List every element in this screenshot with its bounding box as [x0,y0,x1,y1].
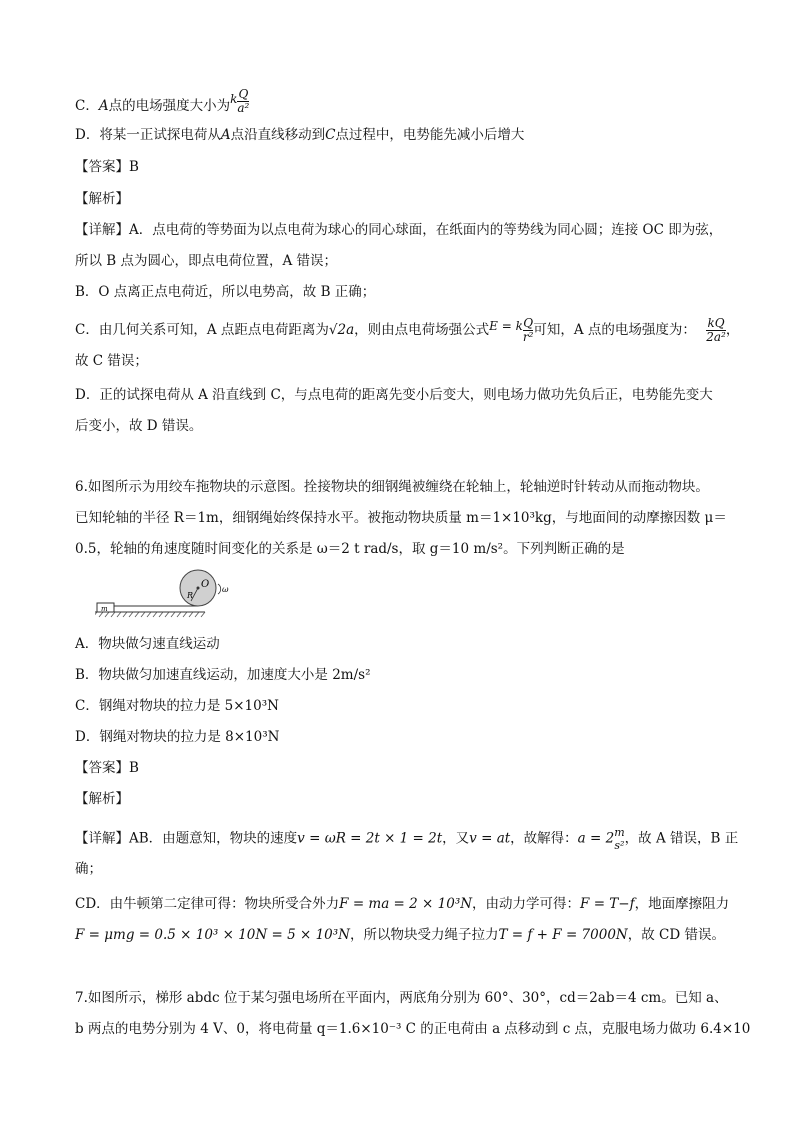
detail-1-line-7: 后变小，故 D 错误。 [75,418,203,434]
option-d: D．将某一正试探电荷从A点沿直线移动到C点过程中，电势能先减小后增大 [75,127,525,143]
answer-1: 【答案】B [75,159,139,175]
detail-1-line-4: C．由几何关系可知，A 点距点电荷距离为√2a，则由点电荷场强公式E = k $\frac{Q}{\text{r²}}$ 可知，A 点的电场强度为： $\frac{kQ}{\text{2a²}}$ ， [75,316,740,344]
detail-1-line-2: 所以 B 点为圆心，即点电荷位置，A 错误； [75,253,338,269]
rotation-arrow [218,584,221,594]
q6-line-1: 6.如图所示为用绞车拖物块的示意图。拴接物块的细钢绳被缠绕在轮轴上，轮轴逆时针转动从而拖动物块。 [75,479,709,495]
detail-2-line-4: F = μmg = 0.5 × 10³ × 10N = 5 × 10³N，所以物块受力绳子拉力T = f + F = 7000N，故 CD 错误。 [75,927,725,943]
q7-line-2: b 两点的电势分别为 4 V、0，将电荷量 q＝1.6×10⁻³ C 的正电荷由 a 点移动到 c 点，克服电场力做功 6.4×10 [75,1021,751,1037]
q6-option-a: A．物块做匀速直线运动 [75,636,220,652]
q6-option-d: D．钢绳对物块的拉力是 8×10³N [75,729,280,745]
q6-line-3: 0.5，轮轴的角速度随时间变化的关系是 ω＝2 t rad/s，取 g＝10 m/s²。下列判断正确的是 [75,541,625,557]
detail-2-line-2: 确； [75,861,102,877]
analysis-2: 【解析】 [75,791,129,807]
ground-hatch [95,612,205,617]
q6-option-b: B．物块做匀加速直线运动，加速度大小是 2m/s² [75,667,371,683]
detail-1-line-6: D．正的试探电荷从 A 沿直线到 C，与点电荷的距离先变小后变大，则电场力做功先负后正，电势能先变大 [75,387,713,403]
option-c: C．A点的电场强度大小为k $\frac{Q}{\text{a²}}$ [75,87,250,115]
label-omega: ω [222,585,229,594]
detail-2-line-3: CD．由牛顿第二定律可得：物块所受合外力F = ma = 2 × 10³N，由动力学可得：F = T−f，地面摩擦阻力 [75,896,730,912]
detail-1-line-1: 【详解】A．点电荷的等势面为以点电荷为球心的同心球面，在纸面内的等势线为同心圆；连接 OC 即为弦， [75,222,723,238]
winch-figure [95,568,245,620]
detail-1-line-3: B．O 点离正点电荷近，所以电势高，故 B 正确； [75,284,376,300]
sqrt-2a: √2a [328,322,355,338]
q6-option-c: C．钢绳对物块的拉力是 5×10³N [75,698,279,714]
answer-2: 【答案】B [75,760,139,776]
q6-line-2: 已知轮轴的半径 R＝1m，细钢绳始终保持水平。被拖动物块质量 m＝1×10³kg，与地面间的动摩擦因数 μ＝ [75,510,727,526]
block-label: m [101,605,108,613]
analysis-1: 【解析】 [75,191,129,207]
q7-line-1: 7.如图所示，梯形 abdc 位于某匀强电场所在平面内，两底角分别为 60°、30°，cd＝2ab＝4 cm。已知 a、 [75,990,728,1006]
detail-1-line-5: 故 C 错误； [75,353,148,369]
label-o: O [201,579,210,590]
label-r: R [187,591,194,600]
detail-2-line-1: 【详解】AB．由题意知，物块的速度v = ωR = 2t × 1 = 2t，又v = at，故解得：a = 2 m s² ，故 A 错误，B 正 [75,826,739,852]
